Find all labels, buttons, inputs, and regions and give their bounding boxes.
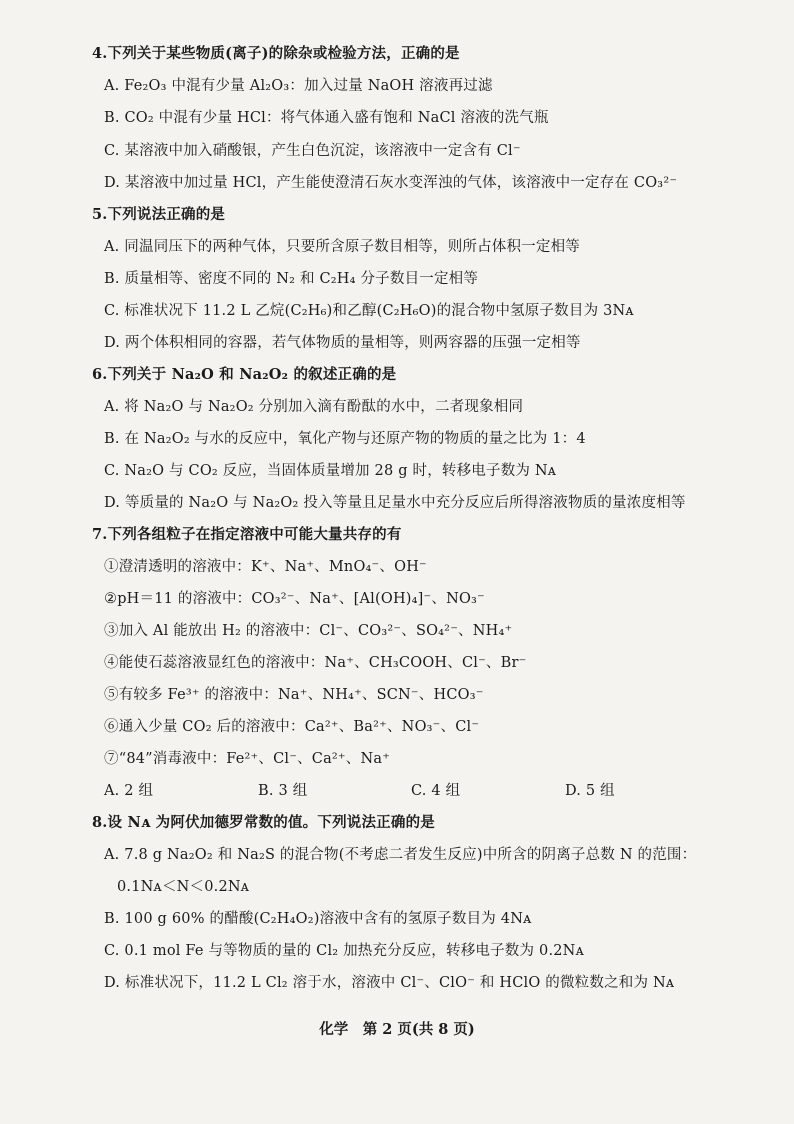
question-8-stem: 8.设 Nᴀ 为阿伏加德罗常数的值。下列说法正确的是: [92, 814, 435, 831]
question-4-option-c: C. 某溶液中加入硝酸银，产生白色沉淀，该溶液中一定含有 Cl⁻: [104, 143, 521, 159]
question-7-item-2: ②pH＝11 的溶液中：CO₃²⁻、Na⁺、[Al(OH)₄]⁻、NO₃⁻: [104, 591, 485, 607]
question-6-option-c: C. Na₂O 与 CO₂ 反应，当固体质量增加 28 g 时，转移电子数为 Nᴀ: [104, 463, 557, 479]
question-7-choice-a: A. 2 组: [104, 783, 154, 799]
question-7-item-5: ⑤有较多 Fe³⁺ 的溶液中：Na⁺、NH₄⁺、SCN⁻、HCO₃⁻: [104, 687, 484, 703]
question-8-option-b: B. 100 g 60% 的醋酸(C₂H₄O₂)溶液中含有的氢原子数目为 4Nᴀ: [104, 911, 532, 927]
question-6-option-b: B. 在 Na₂O₂ 与水的反应中，氧化产物与还原产物的物质的量之比为 1：4: [104, 431, 586, 447]
question-5-option-b: B. 质量相等、密度不同的 N₂ 和 C₂H₄ 分子数目一定相等: [104, 271, 479, 287]
question-8-option-c: C. 0.1 mol Fe 与等物质的量的 Cl₂ 加热充分反应，转移电子数为 0.2Nᴀ: [104, 943, 584, 959]
question-5-stem: 5.下列说法正确的是: [92, 206, 226, 223]
question-5-option-d: D. 两个体积相同的容器，若气体物质的量相等，则两容器的压强一定相等: [104, 335, 581, 351]
question-7-item-6: ⑥通入少量 CO₂ 后的溶液中：Ca²⁺、Ba²⁺、NO₃⁻、Cl⁻: [104, 719, 480, 735]
question-7-item-1: ①澄清透明的溶液中：K⁺、Na⁺、MnO₄⁻、OH⁻: [104, 559, 427, 575]
question-6-stem: 6.下列关于 Na₂O 和 Na₂O₂ 的叙述正确的是: [92, 366, 397, 383]
question-8-option-a-range: 0.1Nᴀ＜N＜0.2Nᴀ: [117, 879, 250, 895]
question-6-option-d: D. 等质量的 Na₂O 与 Na₂O₂ 投入等量且足量水中充分反应后所得溶液物质的量浓度相等: [104, 495, 686, 511]
question-7-stem: 7.下列各组粒子在指定溶液中可能大量共存的有: [92, 526, 402, 543]
question-7-item-3: ③加入 Al 能放出 H₂ 的溶液中：Cl⁻、CO₃²⁻、SO₄²⁻、NH₄⁺: [104, 623, 513, 639]
question-7-item-4: ④能使石蕊溶液显红色的溶液中：Na⁺、CH₃COOH、Cl⁻、Br⁻: [104, 655, 527, 671]
question-7-choice-c: C. 4 组: [411, 783, 461, 799]
question-4-option-a: A. Fe₂O₃ 中混有少量 Al₂O₃：加入过量 NaOH 溶液再过滤: [104, 78, 493, 94]
question-7-choice-b: B. 3 组: [258, 783, 308, 799]
question-6-option-a: A. 将 Na₂O 与 Na₂O₂ 分别加入滴有酚酞的水中，二者现象相同: [104, 399, 524, 415]
question-7-item-7: ⑦“84”消毒液中：Fe²⁺、Cl⁻、Ca²⁺、Na⁺: [104, 751, 391, 767]
question-4-stem: 4.下列关于某些物质(离子)的除杂或检验方法，正确的是: [92, 45, 460, 62]
question-7-choice-d: D. 5 组: [565, 783, 615, 799]
question-5-option-c: C. 标准状况下 11.2 L 乙烷(C₂H₆)和乙醇(C₂H₆O)的混合物中氢原子数目为 3Nᴀ: [104, 303, 634, 319]
question-4-option-d: D. 某溶液中加过量 HCl，产生能使澄清石灰水变浑浊的气体，该溶液中一定存在 CO₃²⁻: [104, 175, 678, 191]
question-8-option-a: A. 7.8 g Na₂O₂ 和 Na₂S 的混合物(不考虑二者发生反应)中所含的阴离子总数 N 的范围：: [104, 847, 697, 863]
page-footer: 化学 第 2 页(共 8 页): [319, 1021, 475, 1038]
question-5-option-a: A. 同温同压下的两种气体，只要所含原子数目相等，则所占体积一定相等: [104, 239, 580, 255]
question-8-option-d: D. 标准状况下，11.2 L Cl₂ 溶于水，溶液中 Cl⁻、ClO⁻ 和 HClO 的微粒数之和为 Nᴀ: [104, 975, 675, 991]
question-4-option-b: B. CO₂ 中混有少量 HCl：将气体通入盛有饱和 NaCl 溶液的洗气瓶: [104, 110, 549, 126]
